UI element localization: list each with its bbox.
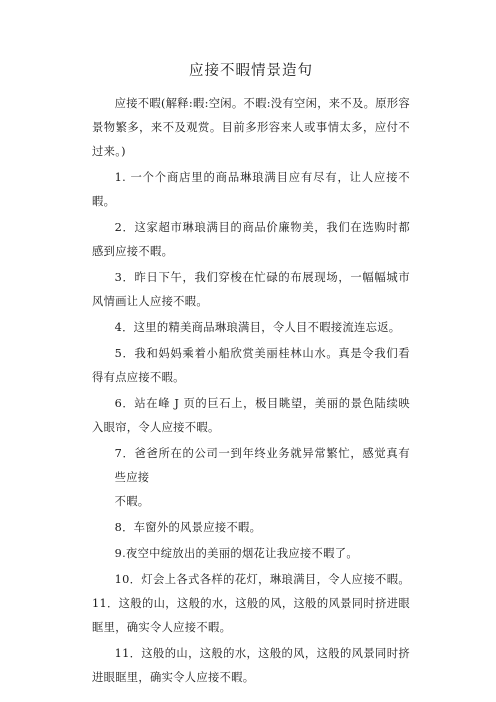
paragraph-sentence-4: 4．这里的精美商品琳琅满目，令人目不暇接流连忘返。 [114, 321, 401, 334]
paragraph-definition: 应接不暇(解释:暇:空闲。不暇:没有空闲，来不及。原形容景物繁多，来不及观赏。目前多形容来人或事情太多，应付不过来。) [92, 97, 410, 158]
paragraph-sentence-11: 11．这般的山，这般的水，这般的风，这般的风景同时挤进眼眶里，确实令人应接不暇。 [92, 647, 410, 684]
document-title: 应接不暇情景造句 [189, 63, 313, 79]
paragraph-sentence-10: 10．灯会上各式各样的花灯，琳琅满目，令人应接不暇。11．这般的山，这般的水，这般的风，这般的风景同时挤进眼眶里，确实令人应接不暇。 [92, 573, 410, 634]
paragraph-sentence-8: 8．车窗外的风景应接不暇。 [114, 521, 262, 534]
paragraph-sentence-3: 3．昨日下午，我们穿梭在忙碌的布展现场，一幅幅城市风情画让人应接不暇。 [92, 271, 410, 308]
paragraph-sentence-2: 2．这家超市琳琅满目的商品价廉物美，我们在选购时都感到应接不暇。 [92, 221, 410, 258]
paragraph-sentence-6: 6．站在峰 J 页的巨石上，极目眺望，美丽的景色陆续映入眼帘，令人应接不暇。 [92, 397, 410, 434]
paragraph-sentence-7-line-2: 不暇。 [114, 495, 150, 508]
paragraph-sentence-7-line-1: 7．爸爸所在的公司一到年终业务就异常繁忙，感觉真有些应接 [114, 447, 410, 484]
paragraph-sentence-1: 1. 一个个商店里的商品琳琅满目应有尽有，让人应接不暇。 [92, 171, 410, 208]
paragraph-sentence-5: 5．我和妈妈乘着小船欣赏美丽桂林山水。真是令我们看得有点应接不暇。 [92, 347, 410, 384]
document-page [92, 60, 410, 692]
paragraph-sentence-7 [92, 442, 410, 514]
paragraph-sentence-9: 9.夜空中绽放出的美丽的烟花让我应接不暇了。 [114, 547, 358, 560]
